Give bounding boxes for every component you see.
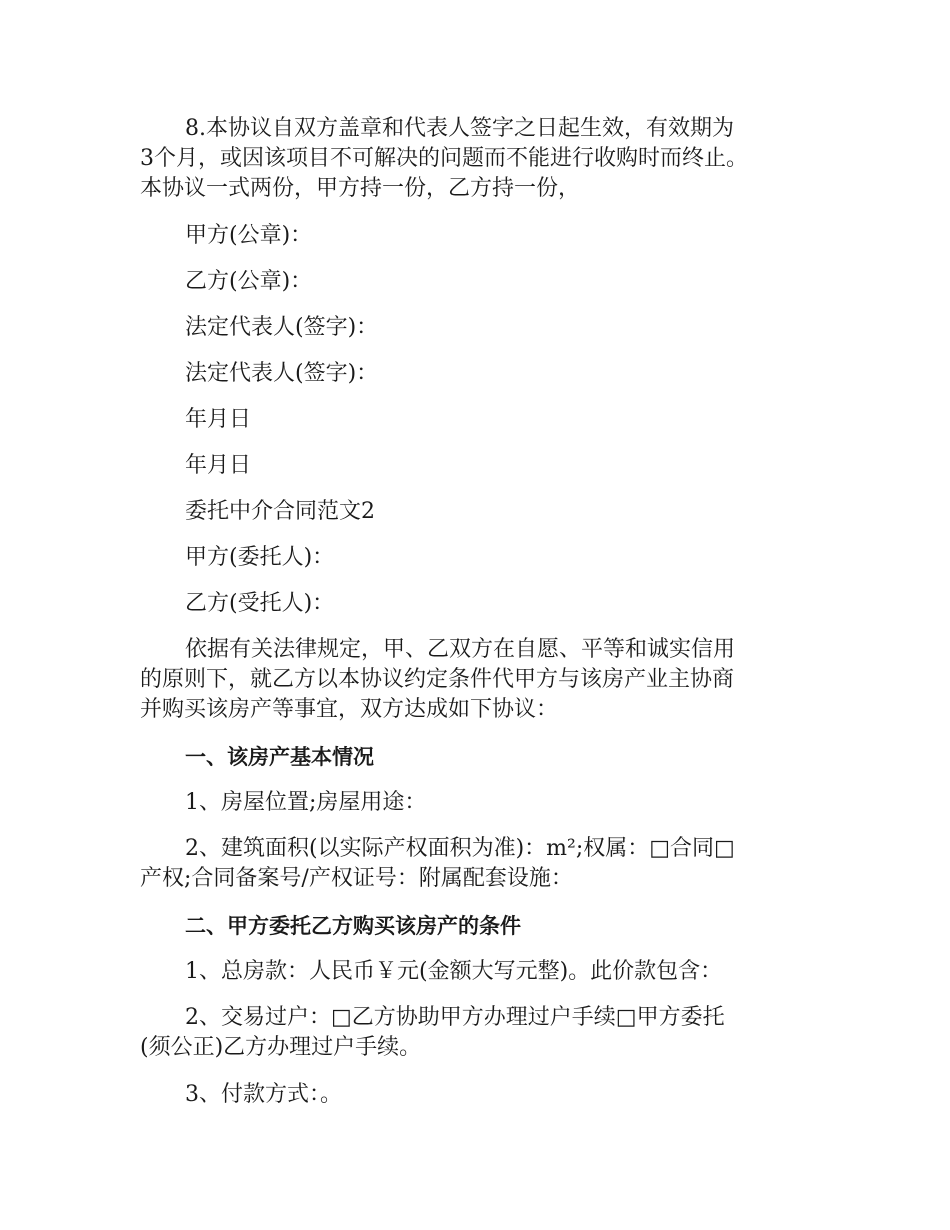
legal-rep-b: 法定代表人(签字)： xyxy=(185,361,379,386)
signature-party-a: 甲方(公章)： xyxy=(185,223,313,248)
date-line-a: 年月日 xyxy=(185,407,252,432)
text-line: 并购买该房产等事宜，双方达成如下协议： xyxy=(140,697,559,722)
section1-item-1: 1、房屋位置;房屋用途： xyxy=(185,790,427,815)
text-line: 3个月，或因该项目不可解决的问题而不能进行收购时而终止。 xyxy=(140,146,748,171)
section2-item-1: 1、总房款：人民币￥元(金额大写元整)。此价款包含： xyxy=(185,959,723,984)
section1-item-2 xyxy=(140,834,820,894)
legal-rep-a: 法定代表人(签字)： xyxy=(185,315,379,340)
text-line: 2、建筑面积(以实际产权面积为准)：m²;权属：□合同□ xyxy=(185,836,735,861)
text-line: 2、交易过户：□乙方协助甲方办理过户手续□甲方委托 xyxy=(185,1005,725,1030)
text-line: 8.本协议自双方盖章和代表人签字之日起生效，有效期为 xyxy=(185,116,734,141)
text-line: 产权;合同备案号/产权证号：附属配套设施： xyxy=(140,866,573,891)
text-line: 本协议一式两份，甲方持一份，乙方持一份， xyxy=(140,176,581,201)
party-b-trustee: 乙方(受托人)： xyxy=(185,591,335,616)
section2-item-2 xyxy=(140,1003,820,1063)
date-line-b: 年月日 xyxy=(185,453,252,478)
section-heading-1: 一、该房产基本情况 xyxy=(185,745,374,769)
party-a-entrustor: 甲方(委托人)： xyxy=(185,545,335,570)
text-line: (须公正)乙方办理过户手续。 xyxy=(140,1035,422,1060)
text-line: 依据有关法律规定，甲、乙双方在自愿、平等和诚实信用 xyxy=(185,637,736,662)
section2-item-3: 3、付款方式：。 xyxy=(185,1082,342,1107)
paragraph-intro xyxy=(140,635,820,725)
text-line: 的原则下，就乙方以本协议约定条件代甲方与该房产业主协商 xyxy=(140,667,735,692)
paragraph-effective-clause xyxy=(140,114,820,204)
signature-party-b: 乙方(公章)： xyxy=(185,269,313,294)
document-title: 委托中介合同范文2 xyxy=(185,499,375,524)
section-heading-2: 二、甲方委托乙方购买该房产的条件 xyxy=(185,914,521,938)
